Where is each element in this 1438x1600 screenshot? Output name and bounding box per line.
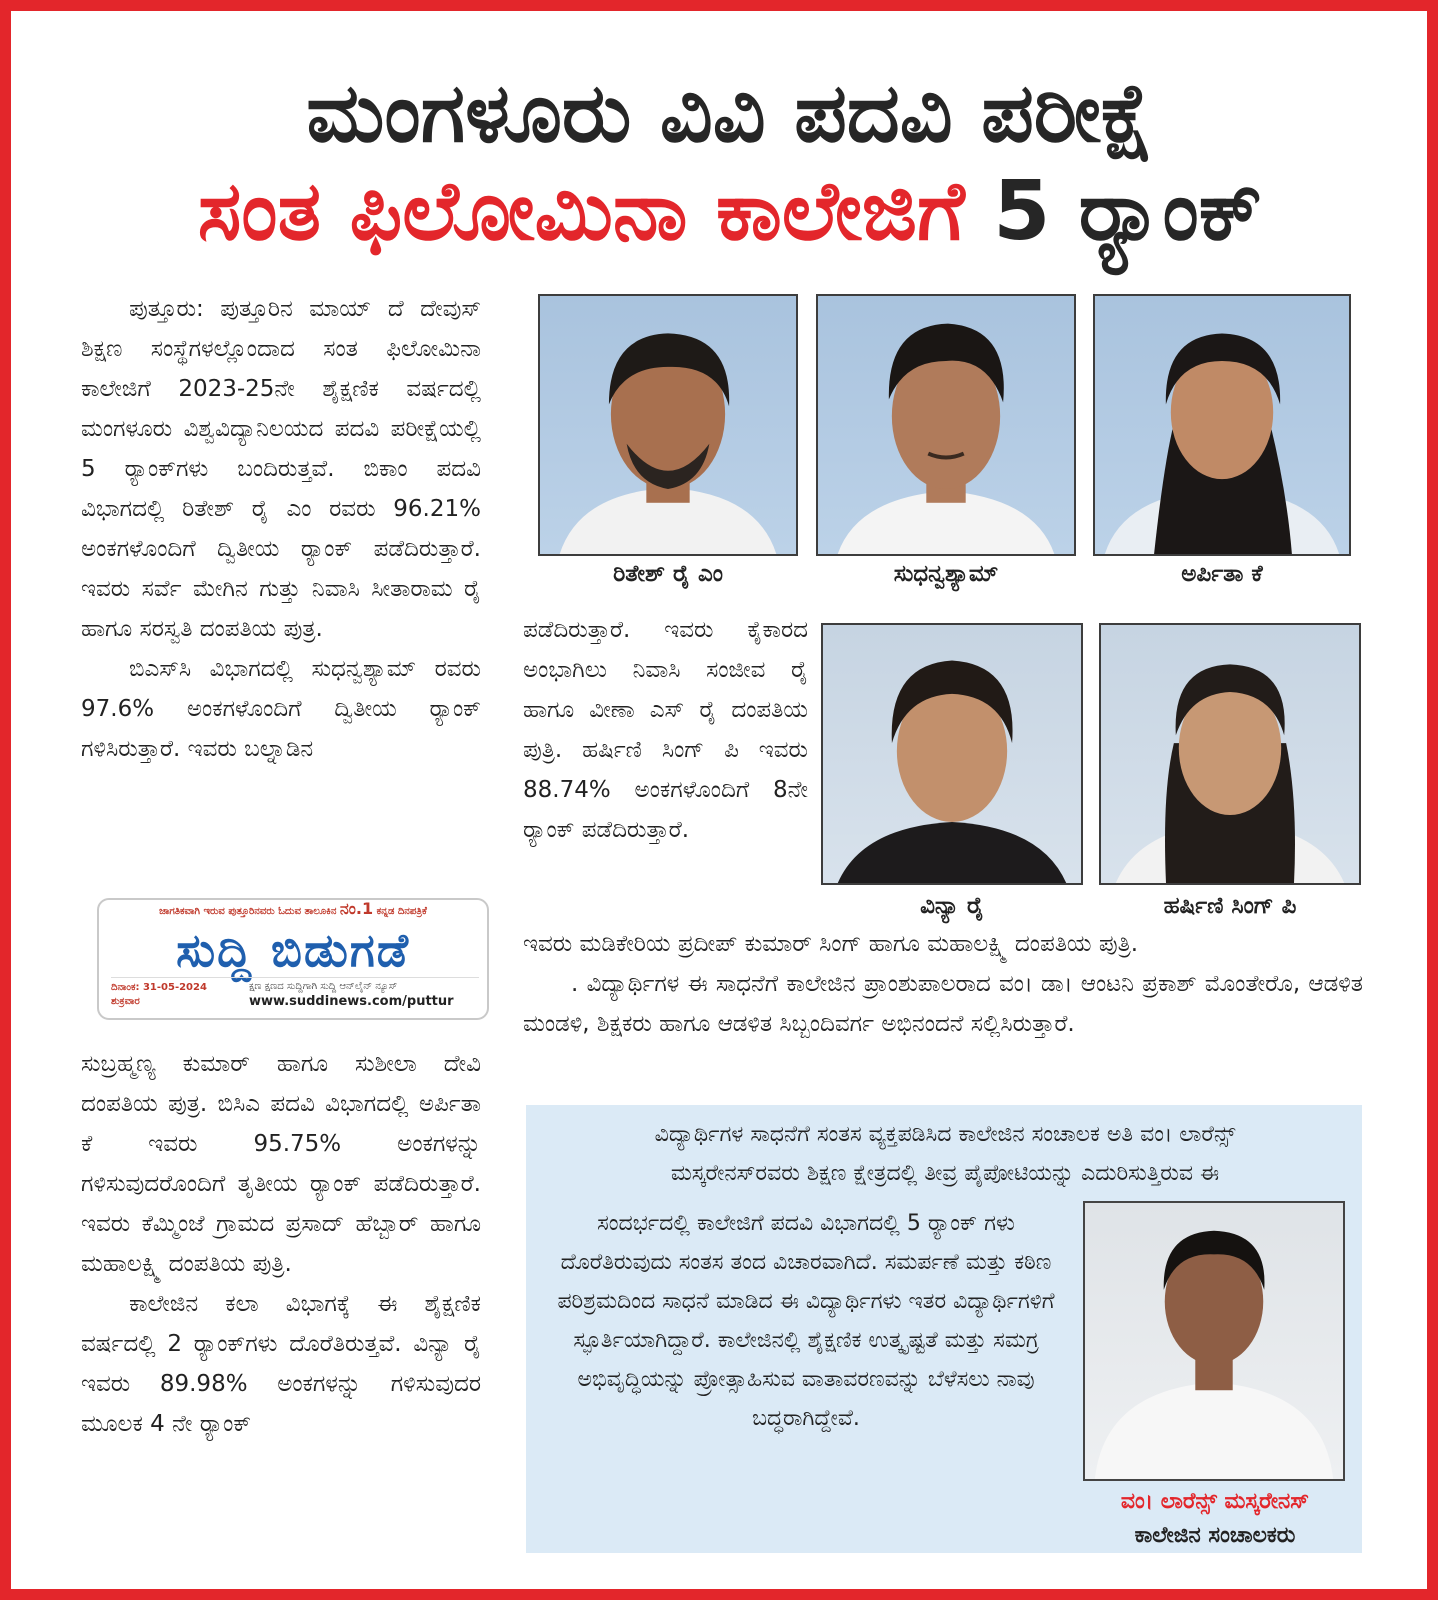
photo-caption: ರಿತೇಶ್ ರೈ ಎಂ: [613, 561, 723, 587]
newspaper-logo: [97, 898, 489, 1020]
middle-column: [523, 610, 808, 850]
photo-caption: ಸುಧನ್ವಶ್ಯಾಮ್: [893, 561, 999, 587]
logo-subtitle: ಕ್ಷಣ ಕ್ಷಣದ ಸುದ್ದಿಗಾಗಿ ಸುದ್ದಿ ಆನ್‌ಲೈನ್ ನ್ಯೂಸ್: [249, 981, 398, 992]
photo-caption: ವಿನ್ಯಾ ರೈ: [920, 893, 984, 919]
logo-website: www.suddinews.com/puttur: [249, 994, 454, 1009]
article-paragraph-3: ಸುಬ್ರಹ್ಮಣ್ಯ ಕುಮಾರ್ ಹಾಗೂ ಸುಶೀಲಾ ದೇವಿ ದಂಪತಿಯ ಪುತ್ರ. ಬಿಸಿಎ ಪದವಿ ವಿಭಾಗದಲ್ಲಿ ಅರ್ಪಿತಾ ಕೆ ಇವರು 95.75% ಅಂಕಗಳನ್ನು ಗಳಿಸುವುದರೊಂದಿಗೆ ತೃತೀಯ ರ್‍ಯಾಂಕ್ ಪಡೆದಿರುತ್ತಾರೆ. ಇವರು ಕೆಮ್ಮಿಂಜೆ ಗ್ರಾಮದ ಪ್ರಸಾದ್ ಹೆಬ್ಬಾರ್ ಹಾಗೂ ಮಹಾಲಕ್ಷ್ಮಿ ದಂಪತಿಯ ಪುತ್ರಿ.: [81, 1051, 481, 1277]
student-portrait-image: [823, 625, 1081, 883]
logo-tagline: ಜಾಗತಿಕವಾಗಿ ಇರುವ ಪುತ್ತೂರಿನವರು ಓದುವ ತಾಲೂಕಿನ ನಂ.1 ಕನ್ನಡ ದಿನಪತ್ರಿಕೆ: [159, 900, 427, 918]
article-paragraph-2: ಬಿಎಸ್‌ಸಿ ವಿಭಾಗದಲ್ಲಿ ಸುಧನ್ವಶ್ಯಾಮ್ ರವರು 97.6% ಅಂಕಗಳೊಂದಿಗೆ ದ್ವಿತೀಯ ರ್‍ಯಾಂಕ್ ಗಳಿಸಿರುತ್ತಾರೆ. ಇವರು ಬಲ್ನಾಡಿನ: [81, 656, 481, 762]
article-paragraph-5: ಪಡೆದಿರುತ್ತಾರೆ. ಇವರು ಕೈಕಾರದ ಅಂಭಾಗಿಲು ನಿವಾಸಿ ಸಂಜೀವ ರೈ ಹಾಗೂ ವೀಣಾ ಎಸ್ ರೈ ದಂಪತಿಯ ಪುತ್ರಿ. ಹರ್ಷಿಣಿ ಸಿಂಗ್ ಪಿ ಇವರು 88.74% ಅಂಕಗಳೊಂದಿಗೆ 8ನೇ ರ್‍ಯಾಂಕ್ ಪಡೆದಿರುತ್ತಾರೆ.: [523, 617, 808, 843]
quote-body: ಸಂದರ್ಭದಲ್ಲಿ ಕಾಲೇಜಿಗೆ ಪದವಿ ವಿಭಾಗದಲ್ಲಿ 5 ರ್‍ಯಾಂಕ್ ಗಳು ದೊರೆತಿರುವುದು ಸಂತಸ ತಂದ ವಿಚಾರವಾಗಿದೆ. ಸಮರ್ಪಣೆ ಮತ್ತು ಕಠಿಣ ಪರಿಶ್ರಮದಿಂದ ಸಾಧನೆ ಮಾಡಿದ ಈ ವಿದ್ಯಾರ್ಥಿಗಳು ಇತರ ವಿದ್ಯಾರ್ಥಿಗಳಿಗೆ ಸ್ಫೂರ್ತಿಯಾಗಿದ್ದಾರೆ. ಕಾಲೇಜಿನಲ್ಲಿ ಶೈಕ್ಷಣಿಕ ಉತ್ಕೃಷ್ಟತೆ ಮತ್ತು ಸಮಗ್ರ ಅಭಿವೃದ್ಧಿಯನ್ನು ಪ್ರೋತ್ಸಾಹಿಸುವ ವಾತಾವರಣವನ್ನು ಬೆಳೆಸಲು ನಾವು ಬದ್ಧರಾಗಿದ್ದೇವೆ.: [557, 1211, 1055, 1431]
left-column-top: [81, 289, 481, 769]
chaplain-photo: [1083, 1201, 1345, 1481]
photo-caption: ಅರ್ಪಿತಾ ಕೆ: [1181, 561, 1263, 587]
headline-line-1: ಮಂಗಳೂರು ವಿವಿ ಪದವಿ ಪರೀಕ್ಷೆ: [306, 66, 1154, 161]
article-line: ಇವರು ಮಡಿಕೇರಿಯ ಪ್ರದೀಪ್ ಕುಮಾರ್ ಸಿಂಗ್ ಹಾಗೂ ಮಹಾಲಕ್ಷ್ಮಿ ದಂಪತಿಯ ಪುತ್ರಿ.: [523, 931, 1139, 957]
student-photo: [538, 294, 798, 556]
student-portrait-image: [1095, 296, 1349, 554]
student-portrait-image: [818, 296, 1074, 554]
logo-date: ದಿನಾಂಕ: 31-05-2024 ಶುಕ್ರವಾರ: [111, 982, 207, 1007]
student-portrait-image: [540, 296, 796, 554]
quote-line: ಮಸ್ಕರೇನಸ್‌ರವರು ಶಿಕ್ಷಣ ಕ್ಷೇತ್ರದಲ್ಲಿ ತೀವ್ರ ಪೈಪೋಟಿಯನ್ನು ಎದುರಿಸುತ್ತಿರುವ ಈ: [670, 1161, 1220, 1186]
chaplain-portrait-image: [1085, 1203, 1343, 1479]
logo-name: ಸುದ್ದಿ ಬಿಡುಗಡೆ: [176, 923, 410, 977]
student-photo: [816, 294, 1076, 556]
student-photo: [1099, 623, 1361, 885]
left-column-bottom: [81, 1044, 481, 1444]
student-portrait-image: [1101, 625, 1359, 883]
quote-line: ವಿದ್ಯಾರ್ಥಿಗಳ ಸಾಧನೆಗೆ ಸಂತಸ ವ್ಯಕ್ತಪಡಿಸಿದ ಕಾಲೇಜಿನ ಸಂಚಾಲಕ ಅತಿ ವಂ। ಲಾರೆನ್ಸ್: [654, 1122, 1236, 1147]
article-paragraph-1: ಪುತ್ತೂರು: ಪುತ್ತೂರಿನ ಮಾಯ್ ದೆ ದೇವುಸ್ ಶಿಕ್ಷಣ ಸಂಸ್ಥೆಗಳಲ್ಲೊಂದಾದ ಸಂತ ಫಿಲೋಮಿನಾ ಕಾಲೇಜಿಗೆ 2023-25ನೇ ಶೈಕ್ಷಣಿಕ ವರ್ಷದಲ್ಲಿ ಮಂಗಳೂರು ವಿಶ್ವವಿದ್ಯಾನಿಲಯದ ಪದವಿ ಪರೀಕ್ಷೆಯಲ್ಲಿ 5 ರ್‍ಯಾಂಕ್‌ಗಳು ಬಂದಿರುತ್ತವೆ. ಬಿಕಾಂ ಪದವಿ ವಿಭಾಗದಲ್ಲಿ ರಿತೇಶ್ ರೈ ಎಂ ರವರು 96.21% ಅಂಕಗಳೊಂದಿಗೆ ದ್ವಿತೀಯ ರ್‍ಯಾಂಕ್ ಪಡೆದಿರುತ್ತಾರೆ. ಇವರು ಸರ್ವೆ ಮೇಗಿನ ಗುತ್ತು ನಿವಾಸಿ ಸೀತಾರಾಮ ರೈ ಹಾಗೂ ಸರಸ್ವತಿ ದಂಪತಿಯ ಪುತ್ರ.: [81, 296, 481, 642]
article-paragraph-4: ಕಾಲೇಜಿನ ಕಲಾ ವಿಭಾಗಕ್ಕೆ ಈ ಶೈಕ್ಷಣಿಕ ವರ್ಷದಲ್ಲಿ 2 ರ್‍ಯಾಂಕ್‌ಗಳು ದೊರೆತಿರುತ್ತವೆ. ವಿನ್ಯಾ ರೈ ಇವರು 89.98% ಅಂಕಗಳನ್ನು ಗಳಿಸುವುದರ ಮೂಲಕ 4 ನೇ ರ್‍ಯಾಂಕ್: [81, 1291, 481, 1437]
wide-column: [523, 924, 1363, 1044]
article-paragraph-6: . ವಿದ್ಯಾರ್ಥಿಗಳ ಈ ಸಾಧನೆಗೆ ಕಾಲೇಜಿನ ಪ್ರಾಂಶುಪಾಲರಾದ ವಂ। ಡಾ। ಆಂಟನಿ ಪ್ರಕಾಶ್ ಮೊಂತೇರೊ, ಆಡಳಿತ ಮಂಡಳಿ, ಶಿಕ್ಷಕರು ಹಾಗೂ ಆಡಳಿತ ಸಿಬ್ಬಂದಿವರ್ಗ ಅಭಿನಂದನೆ ಸಲ್ಲಿಸಿರುತ್ತಾರೆ.: [523, 971, 1363, 1037]
logo-footer: [111, 977, 479, 1012]
student-photo: [1093, 294, 1351, 556]
headline-rank-count: 5 ರ್‍ಯಾಂಕ್: [993, 164, 1263, 259]
headline-line-2: [11, 164, 1438, 259]
headline-red-part: ಸಂತ ಫಿಲೋಮಿನಾ ಕಾಲೇಜಿಗೆ: [197, 164, 965, 259]
chaplain-name: ವಂ। ಲಾರೆನ್ಸ್ ಮಸ್ಕರೇನಸ್: [1120, 1489, 1310, 1514]
chaplain-role: ಕಾಲೇಜಿನ ಸಂಚಾಲಕರು: [1134, 1523, 1296, 1548]
logo-number-one: ನಂ.1: [339, 900, 374, 918]
student-photo: [821, 623, 1083, 885]
photo-caption: ಹರ್ಷಿಣಿ ಸಿಂಗ್ ಪಿ: [1163, 893, 1297, 919]
